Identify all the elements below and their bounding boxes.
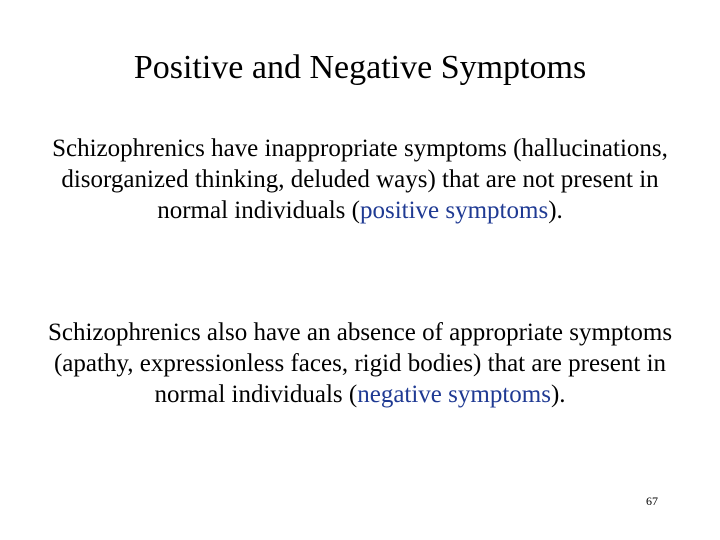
paragraph-positive-symptoms — [40, 133, 680, 226]
paragraph-text-end: ). — [550, 381, 566, 408]
paragraph-text: Schizophrenics have inappropriate symptoms (hallucinations, disorganized thinking, deluded ways) that are not present in normal individuals ( — [52, 135, 668, 224]
slide-title: Positive and Negative Symptoms — [133, 49, 587, 86]
paragraph-text-end: ). — [548, 197, 563, 224]
paragraph-text: Schizophrenics also have an absence of appropriate symptoms (apathy, expressionless faces, rigid bodies) that are present in normal individuals ( — [47, 319, 673, 408]
paragraph-negative-symptoms — [40, 317, 680, 410]
page-number: 67 — [646, 494, 658, 508]
negative-symptoms-term: negative symptoms — [357, 381, 551, 408]
positive-symptoms-term: positive symptoms — [359, 197, 549, 224]
